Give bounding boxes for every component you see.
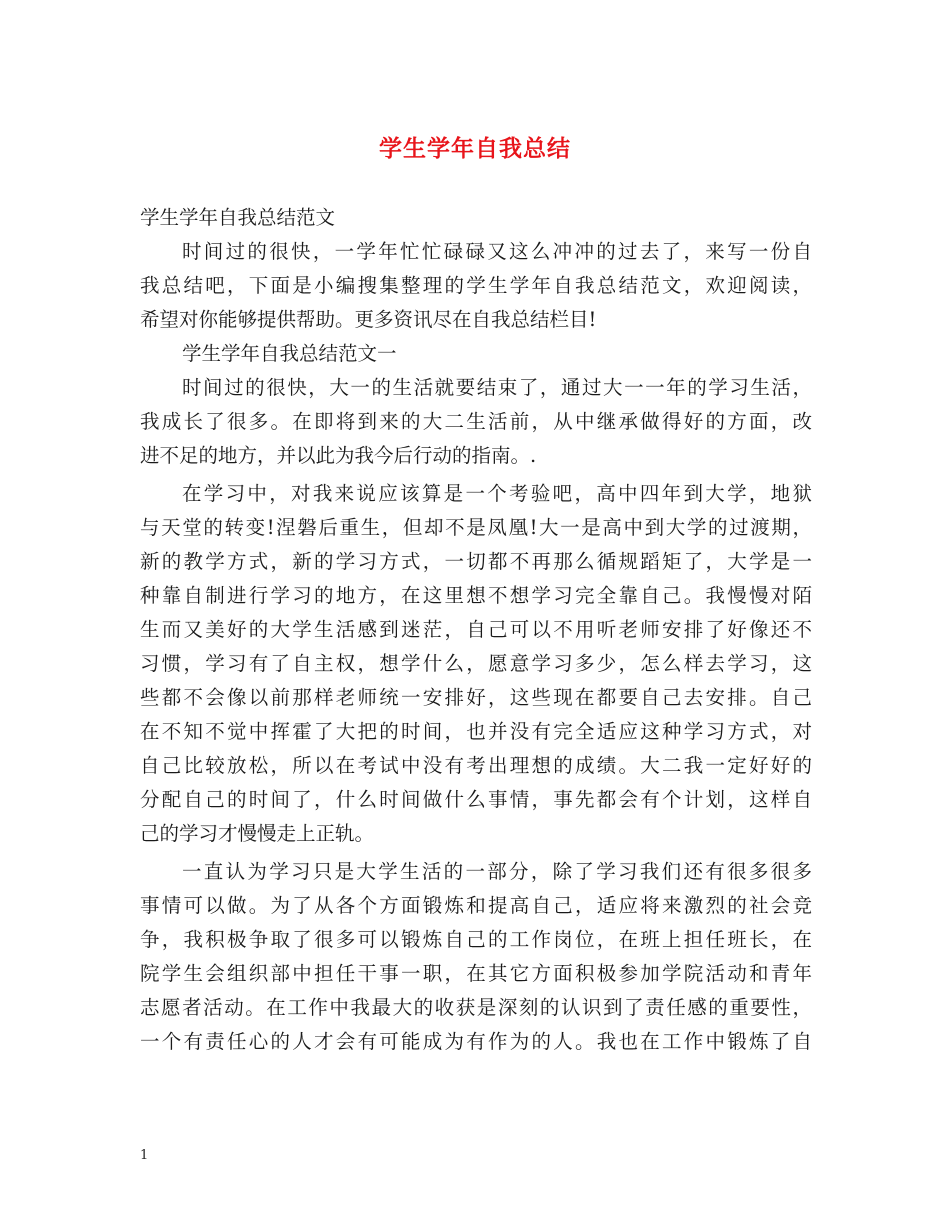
document-subtitle: 学生学年自我总结范文 [140, 206, 336, 229]
text-line: 我成长了很多。在即将到来的大二生活前，从中继承做得好的方面，改 [140, 410, 812, 433]
paragraph [140, 235, 812, 337]
text-line: 种靠自制进行学习的地方，在这里想不想学习完全靠自己。我慢慢对陌 [140, 584, 812, 607]
document-body [140, 201, 812, 1059]
section-heading [140, 337, 812, 371]
text-line: 在不知不觉中挥霍了大把的时间，也并没有完全适应这种学习方式，对 [140, 720, 812, 743]
text-line: 些都不会像以前那样老师统一安排好，这些现在都要自己去安排。自己 [140, 686, 812, 709]
text-line: 希望对你能够提供帮助。更多资讯尽在自我总结栏目! [140, 308, 597, 331]
text-line: 生而又美好的大学生活感到迷茫，自己可以不用听老师安排了好像还不 [140, 618, 812, 641]
paragraph [140, 855, 812, 1059]
text-line: 争，我积极争取了很多可以锻炼自己的工作岗位，在班上担任班长，在 [140, 928, 812, 951]
text-line: 时间过的很快，大一的生活就要结束了，通过大一一年的学习生活， [182, 376, 812, 399]
text-line: 习惯，学习有了自主权，想学什么，愿意学习多少，怎么样去学习，这 [140, 652, 812, 675]
text-line: 志愿者活动。在工作中我最大的收获是深刻的认识到了责任感的重要性， [140, 996, 812, 1019]
text-line: 进不足的地方，并以此为我今后行动的指南。. [140, 444, 537, 467]
paragraph [140, 477, 812, 851]
page-number: 1 [140, 1148, 149, 1163]
text-line: 我总结吧，下面是小编搜集整理的学生学年自我总结范文，欢迎阅读， [140, 274, 812, 297]
document-title: 学生学年自我总结 [379, 135, 571, 162]
text-line: 分配自己的时间了，什么时间做什么事情，事先都会有个计划，这样自 [140, 788, 812, 811]
text-line: 一直认为学习只是大学生活的一部分，除了学习我们还有很多很多 [182, 860, 812, 883]
text-line: 新的教学方式，新的学习方式，一切都不再那么循规蹈矩了，大学是一 [140, 550, 812, 573]
text-line: 时间过的很快，一学年忙忙碌碌又这么冲冲的过去了，来写一份自 [182, 240, 812, 263]
text-line: 一个有责任心的人才会有可能成为有作为的人。我也在工作中锻炼了自 [140, 1030, 812, 1053]
text-line: 在学习中，对我来说应该算是一个考验吧，高中四年到大学，地狱 [182, 482, 812, 505]
text-line: 事情可以做。为了从各个方面锻炼和提高自己，适应将来激烈的社会竞 [140, 894, 812, 917]
text-line: 院学生会组织部中担任干事一职，在其它方面积极参加学院活动和青年 [140, 962, 812, 985]
paragraph [140, 371, 812, 473]
text-line: 己的学习才慢慢走上正轨。 [140, 822, 375, 845]
text-line: 与天堂的转变!涅磐后重生，但却不是凤凰!大一是高中到大学的过渡期， [140, 516, 812, 539]
text-line: 自己比较放松，所以在考试中没有考出理想的成绩。大二我一定好好的 [140, 754, 812, 777]
text-line: 学生学年自我总结范文一 [182, 342, 397, 365]
